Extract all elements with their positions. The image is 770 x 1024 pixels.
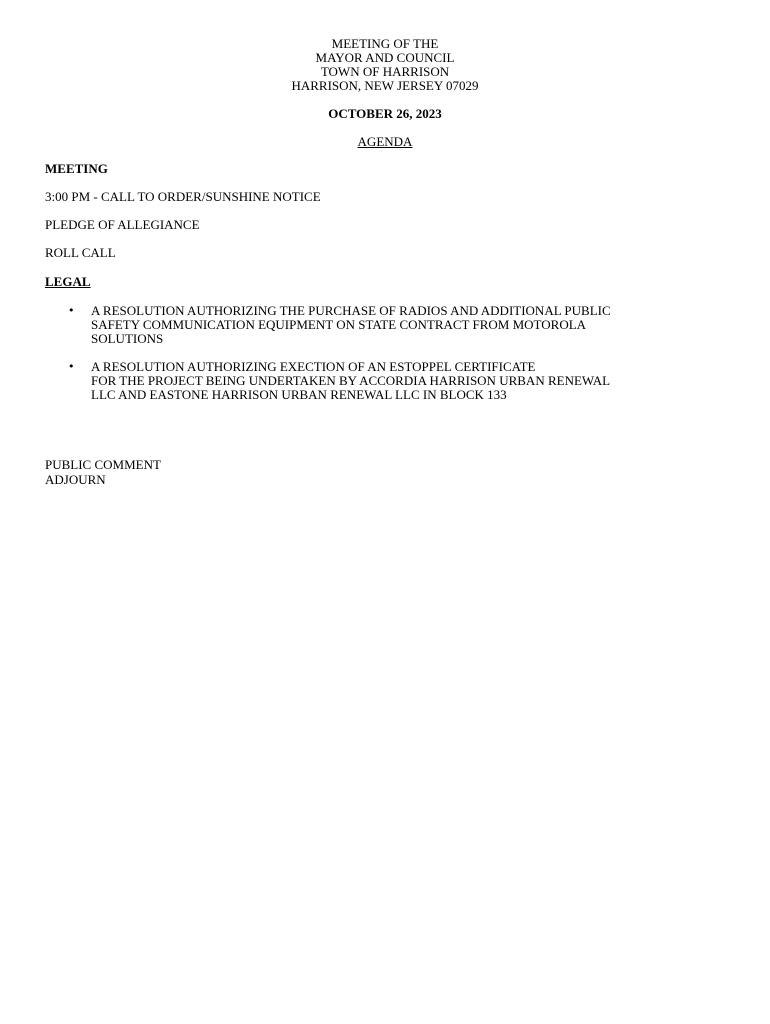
resolution-text-line: SOLUTIONS bbox=[91, 331, 164, 346]
pledge-item: PLEDGE OF ALLEGIANCE bbox=[45, 217, 200, 232]
header-line-town: TOWN OF HARRISON bbox=[320, 64, 450, 79]
resolution-text-line: FOR THE PROJECT BEING UNDERTAKEN BY ACCORDIA HARRISON URBAN RENEWAL bbox=[91, 373, 611, 388]
adjourn-item: ADJOURN bbox=[45, 472, 106, 487]
legal-resolution-list bbox=[45, 304, 725, 416]
bullet-icon: • bbox=[68, 304, 75, 317]
legal-heading: LEGAL bbox=[45, 274, 91, 289]
resolution-text-line: A RESOLUTION AUTHORIZING THE PURCHASE OF RADIOS AND ADDITIONAL PUBLIC bbox=[91, 303, 611, 318]
meeting-heading: MEETING bbox=[45, 161, 108, 176]
agenda-title: AGENDA bbox=[357, 134, 413, 149]
header-line-address: HARRISON, NEW JERSEY 07029 bbox=[291, 78, 479, 93]
resolution-text-line: A RESOLUTION AUTHORIZING EXECTION OF AN ESTOPPEL CERTIFICATE bbox=[91, 359, 536, 374]
document-header bbox=[0, 37, 770, 93]
roll-call-item: ROLL CALL bbox=[45, 245, 116, 260]
list-item bbox=[45, 360, 725, 402]
header-line-mayor-council: MAYOR AND COUNCIL bbox=[315, 50, 455, 65]
resolution-text-line: SAFETY COMMUNICATION EQUIPMENT ON STATE CONTRACT FROM MOTOROLA bbox=[91, 317, 587, 332]
public-comment-item: PUBLIC COMMENT bbox=[45, 457, 161, 472]
call-to-order-item: 3:00 PM - CALL TO ORDER/SUNSHINE NOTICE bbox=[45, 189, 321, 204]
bullet-icon: • bbox=[68, 360, 75, 373]
header-line-meeting-of: MEETING OF THE bbox=[331, 36, 439, 51]
resolution-text-line: LLC AND EASTONE HARRISON URBAN RENEWAL LLC IN BLOCK 133 bbox=[91, 387, 507, 402]
list-item bbox=[45, 304, 725, 346]
meeting-date: OCTOBER 26, 2023 bbox=[328, 106, 442, 121]
